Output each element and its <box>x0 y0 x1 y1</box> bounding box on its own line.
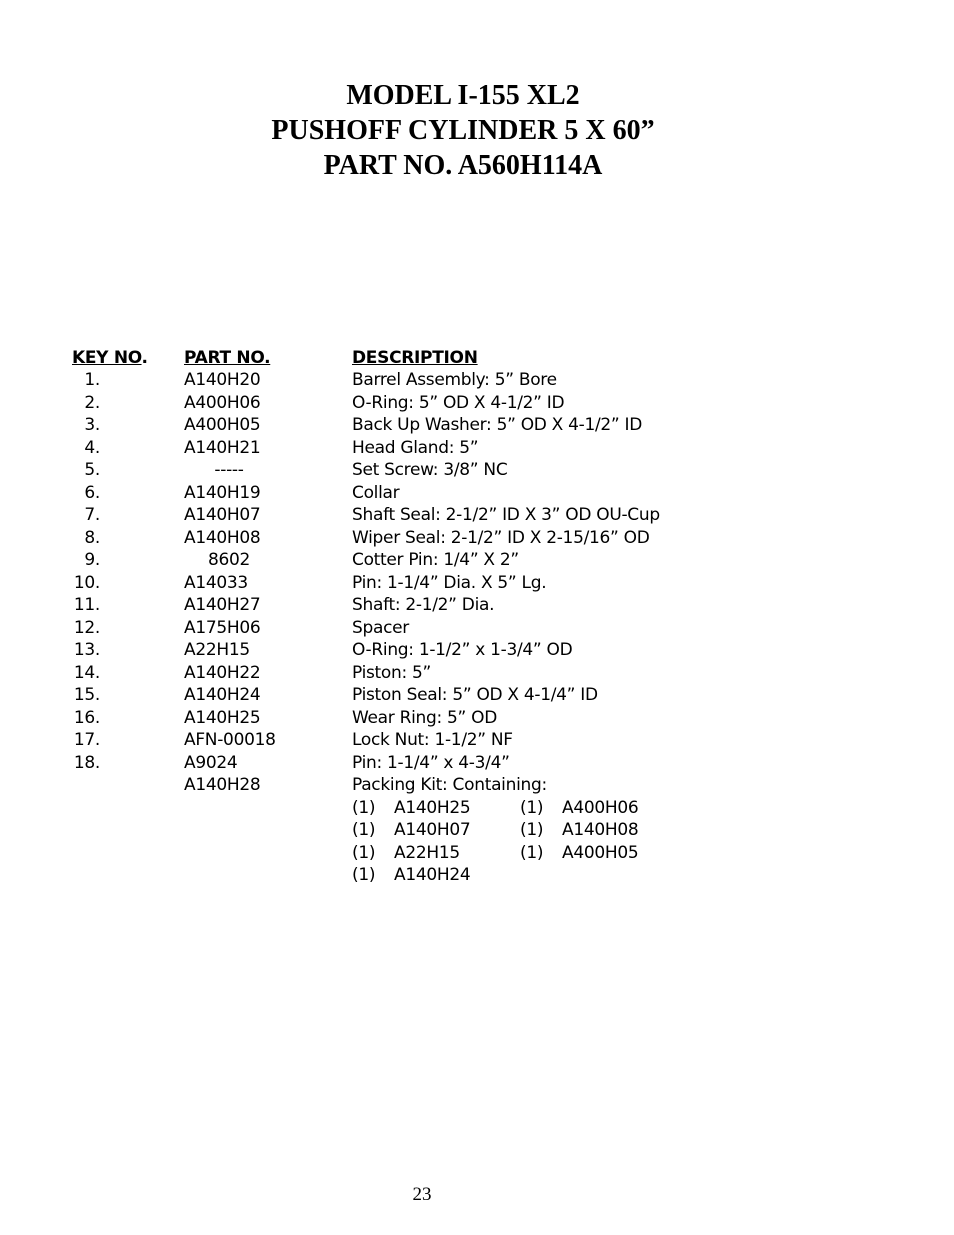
part-no-cell: A22H15 <box>184 640 250 660</box>
part-no-cell: A140H20 <box>184 370 261 390</box>
kit-quantity: (1) <box>520 797 544 818</box>
part-no-cell: A175H06 <box>184 617 261 638</box>
description-cell: Wiper Seal: 2-1/2” ID X 2-15/16” OD <box>352 527 650 548</box>
kit-quantity: (1) <box>352 865 376 885</box>
description-cell: Head Gland: 5” <box>352 437 479 458</box>
table-row <box>0 459 954 481</box>
description-cell: Packing Kit: Containing: <box>352 775 547 795</box>
part-no-cell: A400H06 <box>184 392 261 413</box>
key-no-cell: 15. <box>73 685 100 705</box>
kit-quantity: (1) <box>520 820 544 840</box>
key-no-cell: 5. <box>84 460 100 480</box>
table-row <box>0 549 954 571</box>
table-row <box>0 662 954 684</box>
description-cell: Set Screw: 3/8” NC <box>352 460 508 480</box>
part-no-cell: A14033 <box>184 572 248 593</box>
table-row <box>0 707 954 729</box>
part-no-cell: 8602 <box>207 550 251 570</box>
table-row <box>0 369 954 391</box>
description-cell: Wear Ring: 5” OD <box>352 707 498 728</box>
description-cell: Lock Nut: 1-1/2” NF <box>352 730 513 750</box>
description-cell: Cotter Pin: 1/4” X 2” <box>352 550 519 570</box>
kit-part-no: A400H05 <box>562 842 639 863</box>
part-no-cell: A140H25 <box>184 707 261 728</box>
key-no-cell: 12. <box>73 617 100 638</box>
table-row <box>0 594 954 616</box>
part-no-cell: A140H08 <box>184 527 261 548</box>
key-no-cell: 18. <box>73 752 100 773</box>
kit-part-no: A140H25 <box>394 797 471 818</box>
key-no-cell: 2. <box>84 392 100 413</box>
table-row <box>0 729 954 751</box>
kit-quantity: (1) <box>520 842 544 863</box>
key-no-cell: 4. <box>84 437 100 458</box>
table-row <box>0 482 954 504</box>
table-row <box>0 572 954 594</box>
key-no-cell: 3. <box>84 415 100 435</box>
table-row <box>0 684 954 706</box>
key-no-cell: 13. <box>73 640 100 660</box>
table-row <box>0 639 954 661</box>
description-cell: O-Ring: 1-1/2” x 1-3/4” OD <box>352 640 573 660</box>
part-no-cell: A9024 <box>184 752 238 773</box>
kit-part-no: A140H08 <box>562 820 639 840</box>
page-title <box>0 78 926 183</box>
description-cell: Barrel Assembly: 5” Bore <box>352 370 557 390</box>
description-cell: Pin: 1-1/4” Dia. X 5” Lg. <box>352 572 547 593</box>
table-row <box>0 774 954 796</box>
description-cell: Piston Seal: 5” OD X 4-1/4” ID <box>352 685 598 705</box>
kit-quantity: (1) <box>352 797 376 818</box>
kit-part-no: A140H24 <box>394 865 471 885</box>
kit-row <box>0 864 954 886</box>
part-no-cell: A140H19 <box>184 482 261 503</box>
kit-quantity: (1) <box>352 820 376 840</box>
description-cell: Spacer <box>352 617 409 638</box>
key-no-cell: 14. <box>73 662 100 683</box>
key-no-cell: 1. <box>84 370 100 390</box>
part-no-cell: A140H21 <box>184 437 261 458</box>
description-cell: Piston: 5” <box>352 662 432 683</box>
header-description: DESCRIPTION <box>352 348 478 368</box>
part-no-cell: A140H22 <box>184 662 261 683</box>
title-part-no: PART NO. A560H114A <box>323 150 603 181</box>
key-no-cell: 9. <box>84 550 100 570</box>
kit-row <box>0 819 954 841</box>
title-cylinder: PUSHOFF CYLINDER 5 X 60” <box>271 115 655 146</box>
part-no-cell: A140H07 <box>184 505 261 525</box>
table-row <box>0 437 954 459</box>
table-row <box>0 392 954 414</box>
key-no-cell: 6. <box>84 482 100 503</box>
part-no-cell: A140H28 <box>184 775 261 795</box>
kit-part-no: A140H07 <box>394 820 471 840</box>
table-row <box>0 504 954 526</box>
table-row <box>0 414 954 436</box>
key-no-cell: 10. <box>73 572 100 593</box>
description-cell: Shaft Seal: 2-1/2” ID X 3” OD OU-Cup <box>352 505 660 525</box>
description-cell: Pin: 1-1/4” x 4-3/4” <box>352 752 510 773</box>
header-key-no: KEY NO. <box>72 348 148 368</box>
kit-row <box>0 797 954 819</box>
part-no-cell: A400H05 <box>184 415 261 435</box>
key-no-cell: 17. <box>73 730 100 750</box>
description-cell: Shaft: 2-1/2” Dia. <box>352 595 495 615</box>
parts-header-row <box>0 347 954 369</box>
part-no-cell: ----- <box>214 460 244 480</box>
kit-part-no: A400H06 <box>562 797 639 818</box>
description-cell: Collar <box>352 482 400 503</box>
key-no-cell: 11. <box>73 595 100 615</box>
key-no-cell: 16. <box>73 707 100 728</box>
title-model: MODEL I-155 XL2 <box>346 80 580 111</box>
part-no-cell: A140H24 <box>184 685 261 705</box>
header-part-no: PART NO. <box>184 348 271 368</box>
table-row <box>0 617 954 639</box>
key-no-cell: 8. <box>84 527 100 548</box>
kit-quantity: (1) <box>352 842 376 863</box>
description-cell: O-Ring: 5” OD X 4-1/2” ID <box>352 392 565 413</box>
page-number: 23 <box>412 1184 432 1205</box>
table-row <box>0 527 954 549</box>
kit-part-no: A22H15 <box>394 842 460 863</box>
part-no-cell: A140H27 <box>184 595 261 615</box>
key-no-cell: 7. <box>84 505 100 525</box>
table-row <box>0 752 954 774</box>
description-cell: Back Up Washer: 5” OD X 4-1/2” ID <box>352 415 643 435</box>
part-no-cell: AFN-00018 <box>184 730 276 750</box>
kit-row <box>0 842 954 864</box>
